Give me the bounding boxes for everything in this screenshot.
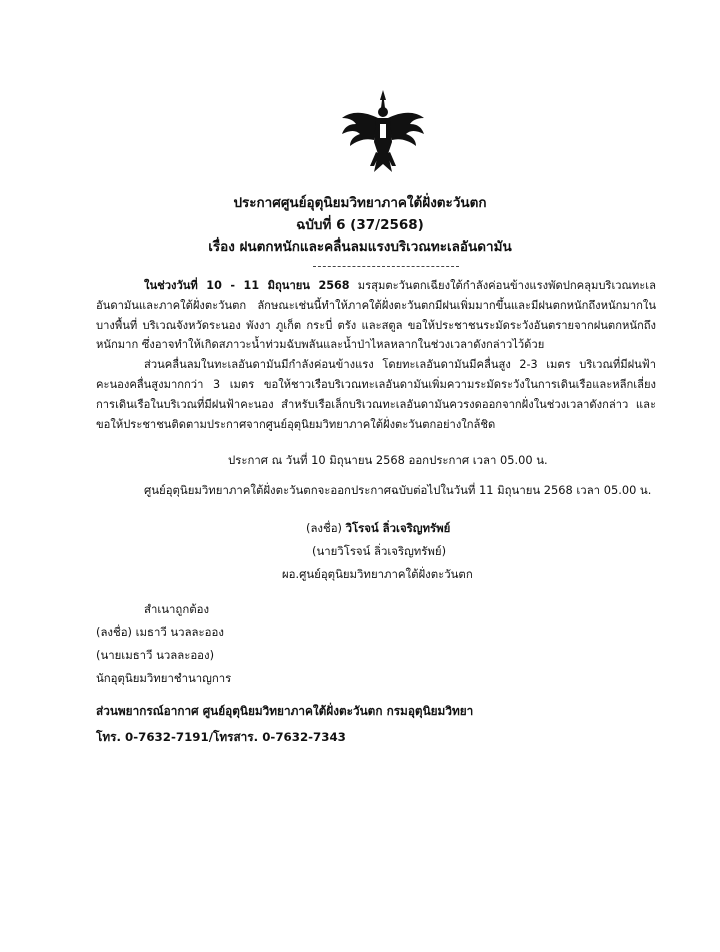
issue-date-line: ประกาศ ณ วันที่ 10 มิถุนายน 2568 ออกประกาศ เวลา 05.00 น. [228, 453, 548, 467]
signature-name: วิโรจน์ ลิ่วเจริญทรัพย์ [345, 521, 451, 535]
footer-contact: โทร. 0-7632-7191/โทรสาร. 0-7632-7343 [96, 730, 346, 744]
paragraph-1 [96, 276, 656, 355]
signer-full-name: (นายวิโรจน์ ลิ่วเจริญทรัพย์) [312, 544, 447, 558]
title-line-2: ฉบับที่ 6 (37/2568) [296, 217, 424, 233]
paragraph-1-lead: ในช่วงวันที่ 10 - 11 มิถุนายน 2568 [144, 279, 350, 292]
signature-prefix: (ลงชื่อ) [306, 521, 346, 535]
footer [96, 698, 473, 750]
certified-label: สำเนาถูกต้อง [144, 602, 210, 616]
title-divider [313, 266, 459, 267]
paragraph-2: ส่วนคลื่นลมในทะเลอันดามันมีกำลังค่อนข้างแรง โดยทะเลอันดามันมีคลื่นสูง 2-3 เมตร บริเวณที่มีฝนฟ้าคะนองคลื่นสูงมากกว่า 3 เมตร ขอให้ชาวเรือบริเวณทะเลอันดามันเพิ่มความระมัดระวังในการเดินเรือและหลีกเลี่ยงการเดินเรือในบริเวณที่มีฝนฟ้าคะนอง สำหรับเรือเล็กบริเวณทะเลอันดามันควรงดออกจากฝั่งในช่วงเวลาดังกล่าว และขอให้ประชาชนติดตามประกาศจากศูนย์อุตุนิยมวิทยาภาคใต้ฝั่งตะวันตกอย่างใกล้ชิด [96, 358, 656, 431]
certified-full-name: (นายเมธาวี นวลละออง) [96, 648, 215, 662]
announcement-title [0, 192, 720, 258]
announcement-body [96, 276, 656, 434]
title-line-1: ประกาศศูนย์อุตุนิยมวิทยาภาคใต้ฝั่งตะวันตก [233, 195, 487, 211]
footer-org: ส่วนพยากรณ์อากาศ ศูนย์อุตุนิยมวิทยาภาคใต้ฝั่งตะวันตก กรมอุตุนิยมวิทยา [96, 704, 474, 718]
signature-line [306, 520, 450, 538]
certified-signature: (ลงชื่อ) เมธาวี นวลละออง [96, 625, 224, 639]
paragraph-1-text: มรสุมตะวันตกเฉียงใต้กำลังค่อนข้างแรงพัดปกคลุมบริเวณทะเลอันดามันและภาคใต้ฝั่งตะวันตก ลักษณะเช่นนี้ทำให้ภาคใต้ฝั่งตะวันตกมีฝนเพิ่มมากขึ้นและมีฝนตกหนักถึงหนักมากในบางพื้นที่ บริเวณจังหวัดระนอง พังงา ภูเก็ต กระบี่ ตรัง และสตูล ขอให้ประชาชนระมัดระวังอันตรายจากฝนตกหนักถึงหนักมาก ซึ่งอาจทำให้เกิดสภาวะน้ำท่วมฉับพลันและน้ำป่าไหลหลากในช่วงเวลาดังกล่าวไว้ด้วย [96, 279, 656, 352]
signer-position: ผอ.ศูนย์อุตุนิยมวิทยาภาคใต้ฝั่งตะวันตก [282, 567, 473, 581]
certified-position: นักอุตุนิยมวิทยาชำนาญการ [96, 671, 232, 685]
title-line-3: เรื่อง ฝนตกหนักและคลื่นลมแรงบริเวณทะเลอันดามัน [208, 239, 512, 255]
next-issue-line: ศูนย์อุตุนิยมวิทยาภาคใต้ฝั่งตะวันตกจะออกประกาศฉบับต่อไปในวันที่ 11 มิถุนายน 2568 เวลา 05.00 น. [144, 483, 652, 497]
garuda-emblem-icon [338, 88, 428, 174]
